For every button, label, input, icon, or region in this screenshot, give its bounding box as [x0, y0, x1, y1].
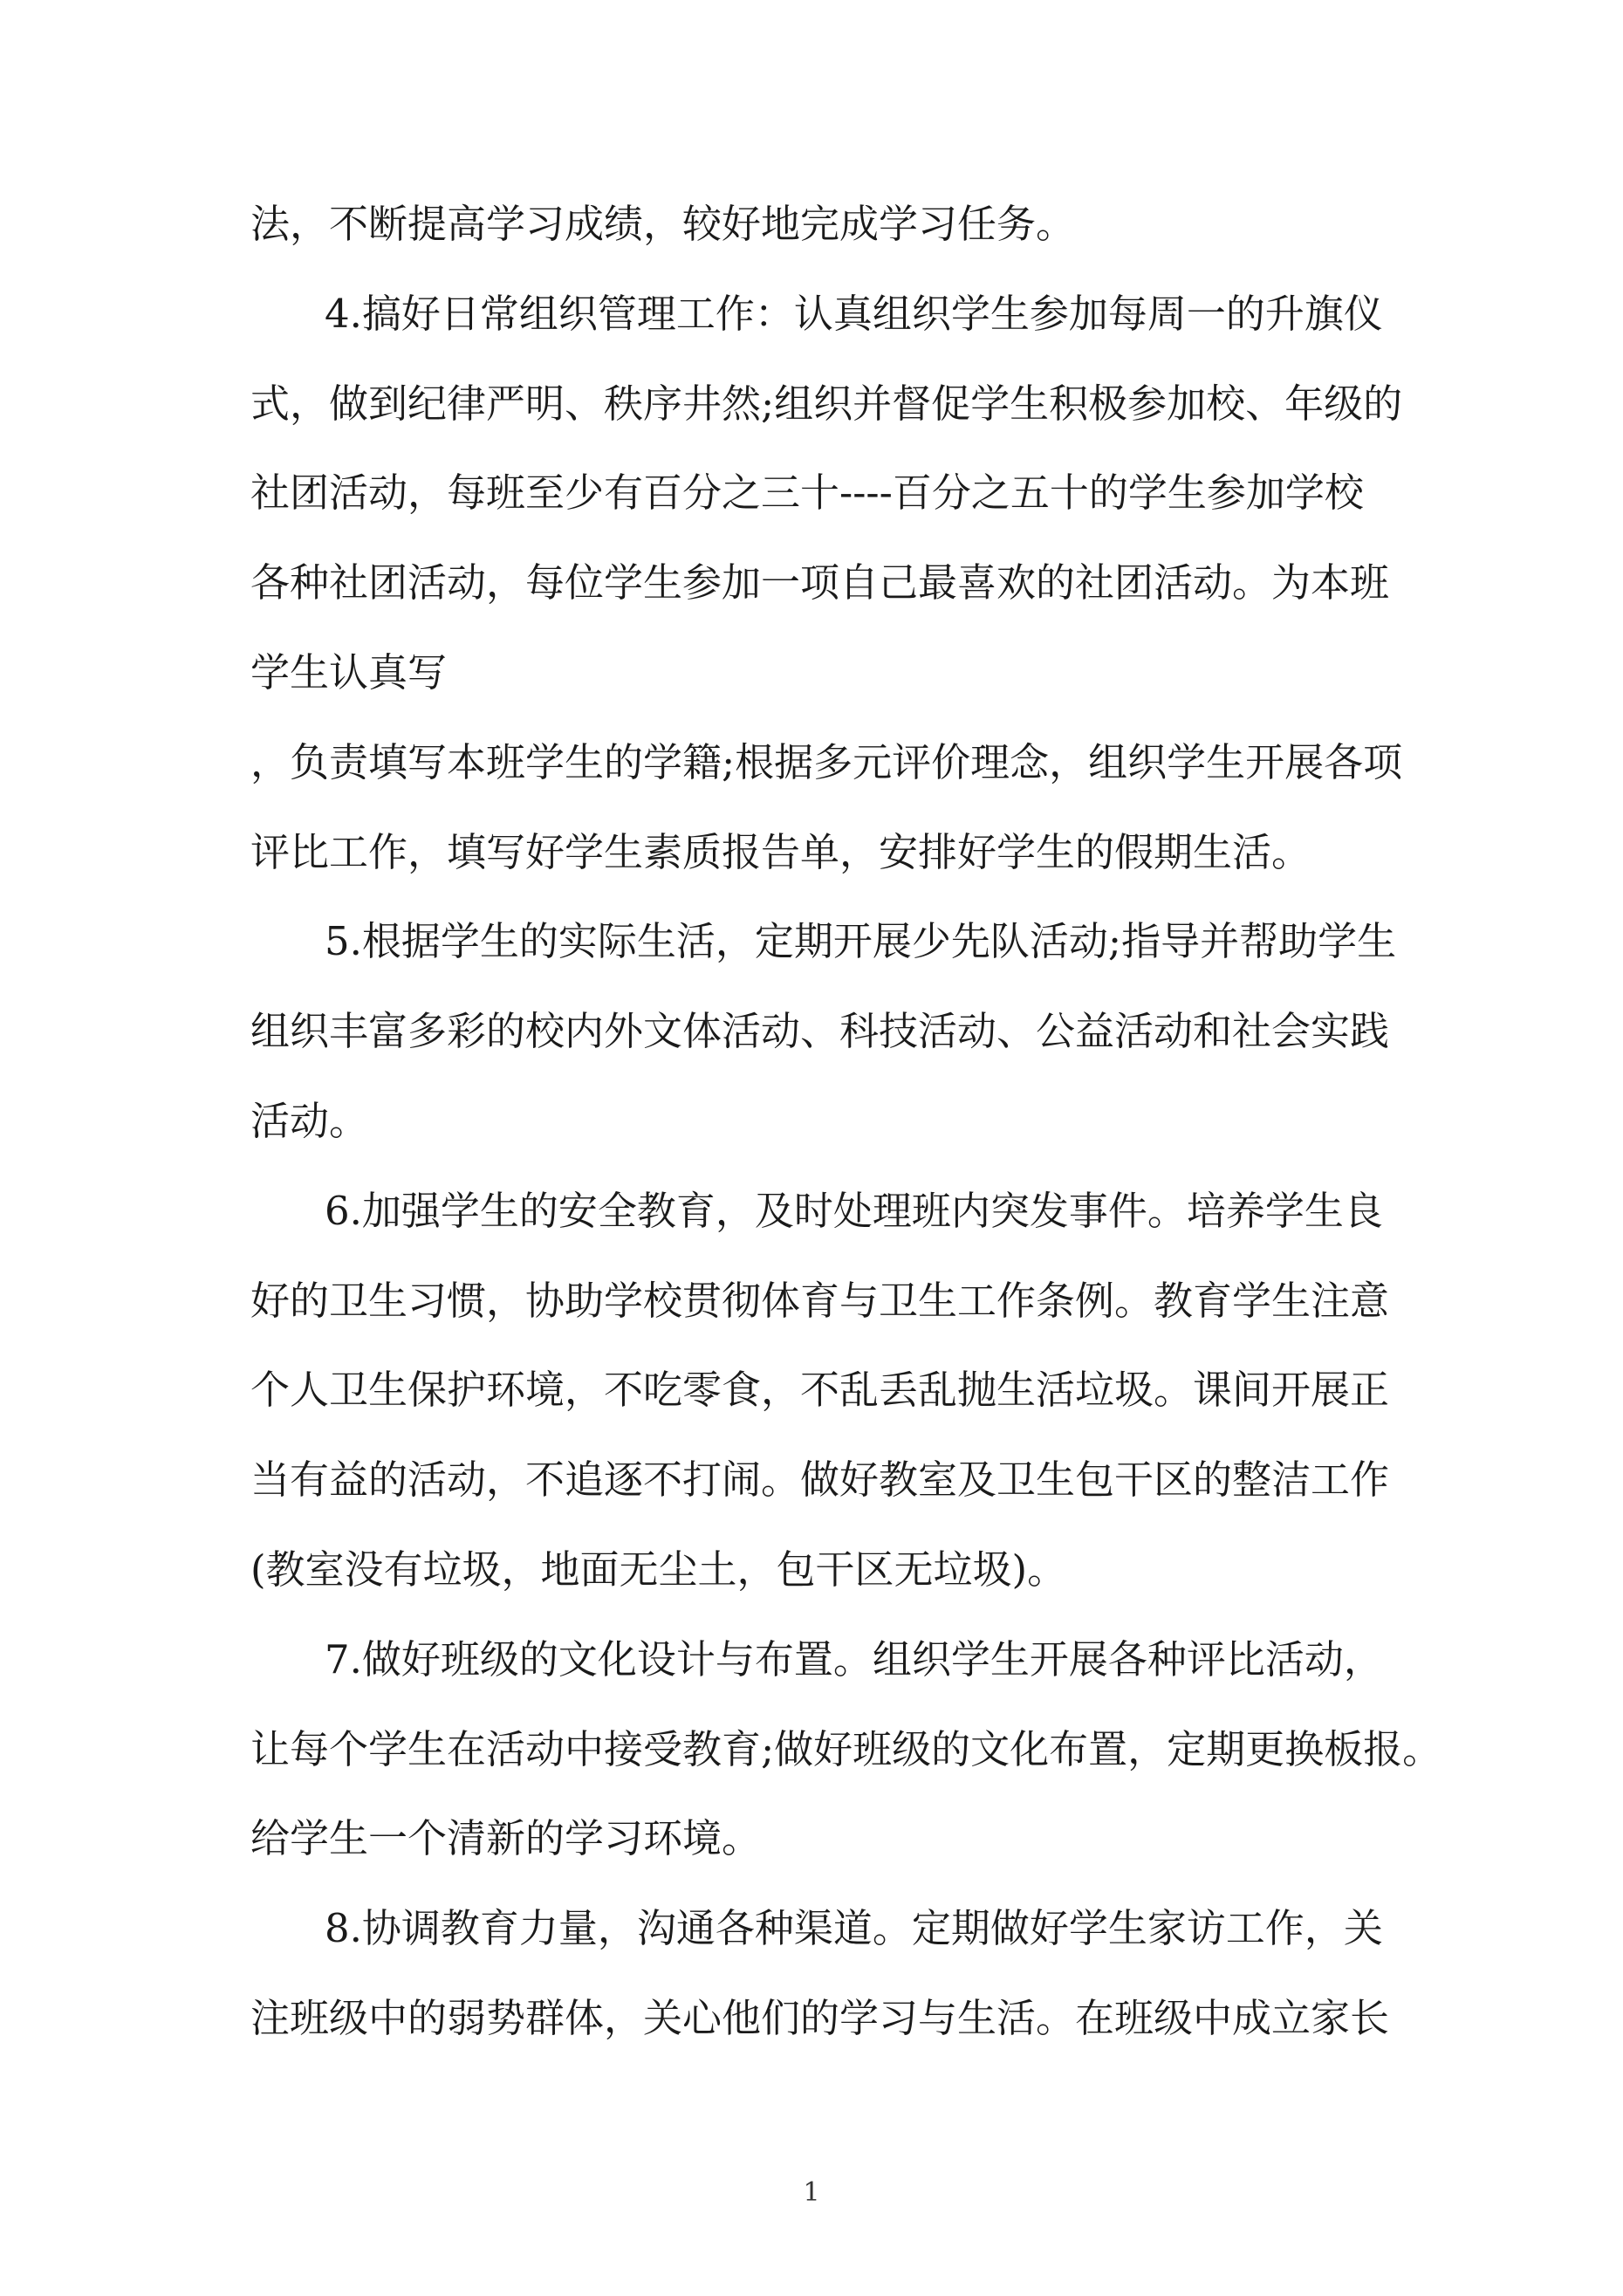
text-line: 式，做到纪律严明、秩序井然;组织并督促学生积极参加校、年级的 — [250, 380, 1403, 427]
text-line: 个人卫生保护环境，不吃零食，不乱丢乱抛生活垃圾。课间开展正 — [250, 1367, 1390, 1414]
text-line: 8.协调教育力量，沟通各种渠道。定期做好学生家访工作，关 — [325, 1905, 1383, 1952]
text-line: (教室没有垃圾，地面无尘土，包干区无垃圾)。 — [250, 1546, 1067, 1593]
text-line: 注班级中的弱势群体，关心他们的学习与生活。在班级中成立家长 — [250, 1994, 1390, 2041]
text-line: 7.做好班级的文化设计与布置。组织学生开展各种评比活动， — [325, 1635, 1383, 1683]
text-line: 活动。 — [250, 1097, 369, 1144]
text-line: 让每个学生在活动中接受教育;做好班级的文化布置，定期更换板报。 — [250, 1725, 1442, 1772]
text-line: 6.加强学生的安全教育，及时处理班内突发事件。培养学生良 — [325, 1187, 1383, 1234]
text-line: 4.搞好日常组织管理工作：认真组织学生参加每周一的升旗仪 — [325, 290, 1383, 337]
text-line: 好的卫生习惯，协助学校贯彻体育与卫生工作条例。教育学生注意 — [250, 1277, 1390, 1324]
text-line: 各种社团活动，每位学生参加一项自己最喜欢的社团活动。为本班 — [250, 559, 1390, 607]
text-line: 给学生一个清新的学习环境。 — [250, 1815, 762, 1862]
text-line: 组织丰富多彩的校内外文体活动、科技活动、公益活动和社会实践 — [250, 1008, 1390, 1055]
text-line: 5.根据学生的实际生活，定期开展少先队活动;指导并帮助学生 — [325, 918, 1397, 965]
page-number: 1 — [803, 2177, 820, 2208]
text-line: 社团活动，每班至少有百分之三十----百分之五十的学生参加学校 — [250, 469, 1364, 517]
text-line: 学生认真写 — [250, 648, 448, 696]
text-line: 当有益的活动，不追逐不打闹。做好教室及卫生包干区的整洁工作 — [250, 1456, 1390, 1504]
text-line: 法，不断提高学习成绩，较好地完成学习任务。 — [250, 201, 1076, 247]
text-line: 评比工作，填写好学生素质报告单，安排好学生的假期生活。 — [250, 828, 1311, 875]
text-line: ，负责填写本班学生的学籍;根据多元评价理念，组织学生开展各项 — [250, 738, 1403, 785]
document-body — [250, 180, 1442, 2064]
